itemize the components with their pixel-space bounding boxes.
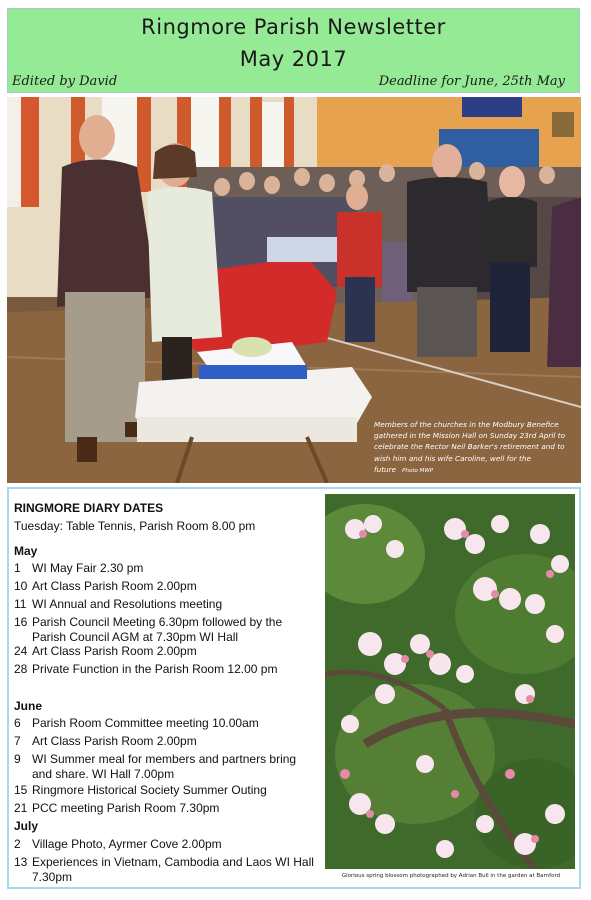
entry-day: 13 [14,855,28,869]
diary-entry [14,734,314,749]
entry-text: Art Class Parish Room 2.00pm [32,644,197,658]
entry-text: WI Summer meal for members and partners bring and share. WI Hall 7.00pm [32,752,297,781]
entry-day: 7 [14,734,21,748]
entry-day: 9 [14,752,21,766]
entry-text: Village Photo, Ayrmer Cove 2.00pm [32,837,222,851]
entry-day: 1 [14,561,21,575]
entry-day: 6 [14,716,21,730]
editor-credit: Edited by David [12,74,118,89]
diary-entry [14,597,314,612]
entry-day: 21 [14,801,28,815]
diary-entry [14,579,314,594]
month-heading-june: June [14,699,43,713]
regular-event: Tuesday: Table Tennis, Parish Room 8.00 pm [14,519,256,533]
blossom-caption: Glorious spring blossom photographed by Adrian Bull in the garden at Barnford [341,873,561,879]
newsletter-issue: May 2017 [239,47,348,71]
diary-entry [14,561,314,576]
entry-day: 24 [14,644,28,658]
entry-text: Experiences in Vietnam, Cambodia and Laos WI Hall 7.30pm [32,855,314,884]
diary-title: RINGMORE DIARY DATES [14,501,164,515]
photo-credit: Photo MWP [402,467,434,474]
diary-entry [14,837,314,852]
diary-entry [14,855,314,884]
blossom-photo [325,494,575,869]
retirement-photo [7,97,581,483]
entry-text: Art Class Parish Room 2.00pm [32,734,197,748]
entry-text: PCC meeting Parish Room 7.30pm [32,801,220,815]
entry-day: 15 [14,783,28,797]
month-heading-may: May [14,544,38,558]
photo-caption-text: Members of the churches in the Modbury Benefice gathered in the Mission Hall on Sunday 23rd April to celebrate the Rector Neil Barker's retirement and to wish him and his wife Caroline, well for the future [374,420,566,474]
entry-text: WI Annual and Resolutions meeting [32,597,223,611]
diary-entry [14,801,314,816]
entry-day: 2 [14,837,21,851]
diary-entry [14,644,314,659]
month-heading-july: July [14,819,39,833]
entry-text: Art Class Parish Room 2.00pm [32,579,197,593]
diary-entry [14,615,314,644]
entry-text: Parish Council Meeting 6.30pm followed by the Parish Council AGM at 7.30pm WI Hall [32,615,283,644]
entry-text: Private Function in the Parish Room 12.00 pm [32,662,278,676]
newsletter-title: Ringmore Parish Newsletter [141,15,446,39]
diary-entry [14,716,314,731]
diary-entry [14,752,314,781]
newsletter-header [7,8,580,93]
entry-text: Ringmore Historical Society Summer Outing [32,783,267,797]
photo-caption [374,419,574,477]
diary-panel [7,487,581,889]
entry-day: 16 [14,615,28,629]
diary-entry [14,783,314,798]
entry-day: 10 [14,579,28,593]
deadline-note: Deadline for June, 25th May [378,74,565,89]
diary-entry [14,662,314,677]
entry-text: WI May Fair 2.30 pm [32,561,144,575]
entry-day: 28 [14,662,28,676]
entry-text: Parish Room Committee meeting 10.00am [32,716,259,730]
entry-day: 11 [14,597,27,611]
blossom-photo-illustration [325,494,575,869]
